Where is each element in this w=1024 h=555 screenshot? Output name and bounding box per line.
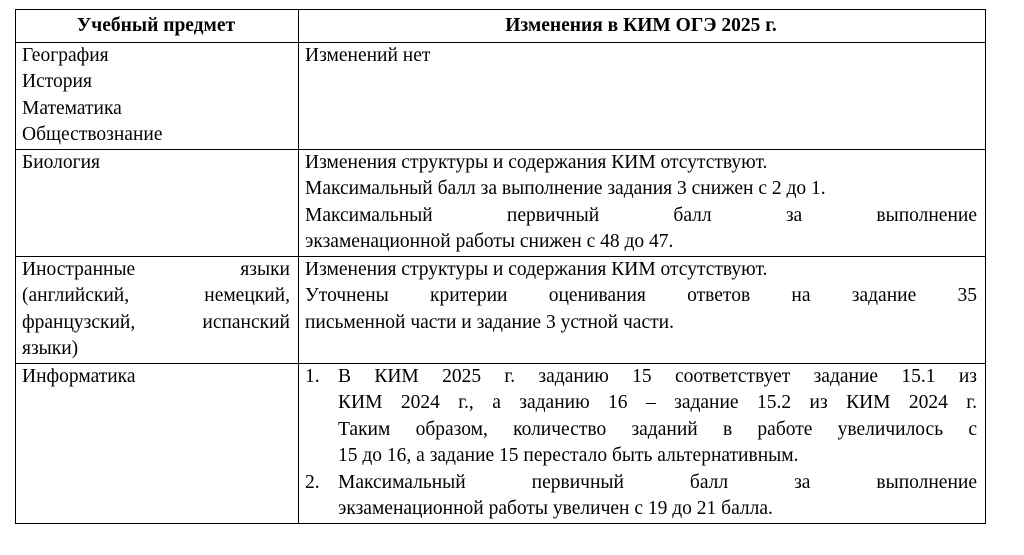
subject-cell [16, 42, 299, 149]
subject-name: Информатика [22, 365, 136, 387]
changes-text: Максимальный первичный балл за выполнение [305, 204, 977, 226]
changes-text: В КИМ 2025 г. заданию 15 соответствует задание 15.1 из [338, 365, 977, 387]
header-subject: Учебный предмет [16, 10, 299, 43]
subject-name: Математика [22, 97, 122, 119]
changes-text: экзаменационной работы увеличен с 19 до 21 балла. [338, 498, 773, 519]
changes-cell [299, 256, 986, 363]
table-row [16, 42, 986, 149]
subject-name: языки) [22, 338, 79, 359]
header-row [16, 10, 986, 43]
changes-text: Максимальный балл за выполнение задания 3 снижен с 2 до 1. [305, 178, 826, 199]
table-row [16, 363, 986, 523]
subject-cell [16, 149, 299, 256]
changes-text: 15 до 16, а задание 15 перестало быть альтернативным. [338, 445, 799, 466]
changes-cell [299, 42, 986, 149]
changes-text: КИМ 2024 г., а заданию 16 – задание 15.2 из КИМ 2024 г. [338, 392, 977, 413]
changes-text: Изменения структуры и содержания КИМ отсутствуют. [305, 258, 768, 280]
subject-name: Биология [22, 151, 101, 173]
changes-text: экзаменационной работы снижен с 48 до 47. [305, 231, 674, 252]
subject-cell [16, 256, 299, 363]
list-number: 2. [305, 471, 320, 493]
table-row [16, 149, 986, 256]
changes-table [15, 9, 986, 524]
subject-name: (английский, немецкий, [22, 285, 290, 306]
changes-cell [299, 149, 986, 256]
changes-text: Таким образом, количество заданий в работе увеличилось с [338, 418, 977, 440]
changes-text: Уточнены критерии оценивания ответов на задание 35 [305, 285, 977, 306]
table-row [16, 256, 986, 363]
list-item [305, 470, 977, 523]
changes-text: Изменений нет [305, 44, 431, 66]
list-item [305, 364, 977, 470]
subject-name: География [22, 44, 109, 66]
changes-text: Изменения структуры и содержания КИМ отсутствуют. [305, 151, 768, 173]
subject-name: История [22, 71, 92, 92]
changes-text: Максимальный первичный балл за выполнение [338, 471, 977, 493]
subject-cell [16, 363, 299, 523]
subject-name: Иностранные языки [22, 258, 290, 280]
subject-name: французский, испанский [22, 311, 290, 333]
changes-cell [299, 363, 986, 523]
list-number: 1. [305, 365, 320, 387]
changes-list [305, 364, 977, 523]
subject-name: Обществознание [22, 124, 163, 145]
header-changes: Изменения в КИМ ОГЭ 2025 г. [299, 10, 986, 43]
changes-text: письменной части и задание 3 устной части. [305, 311, 674, 333]
